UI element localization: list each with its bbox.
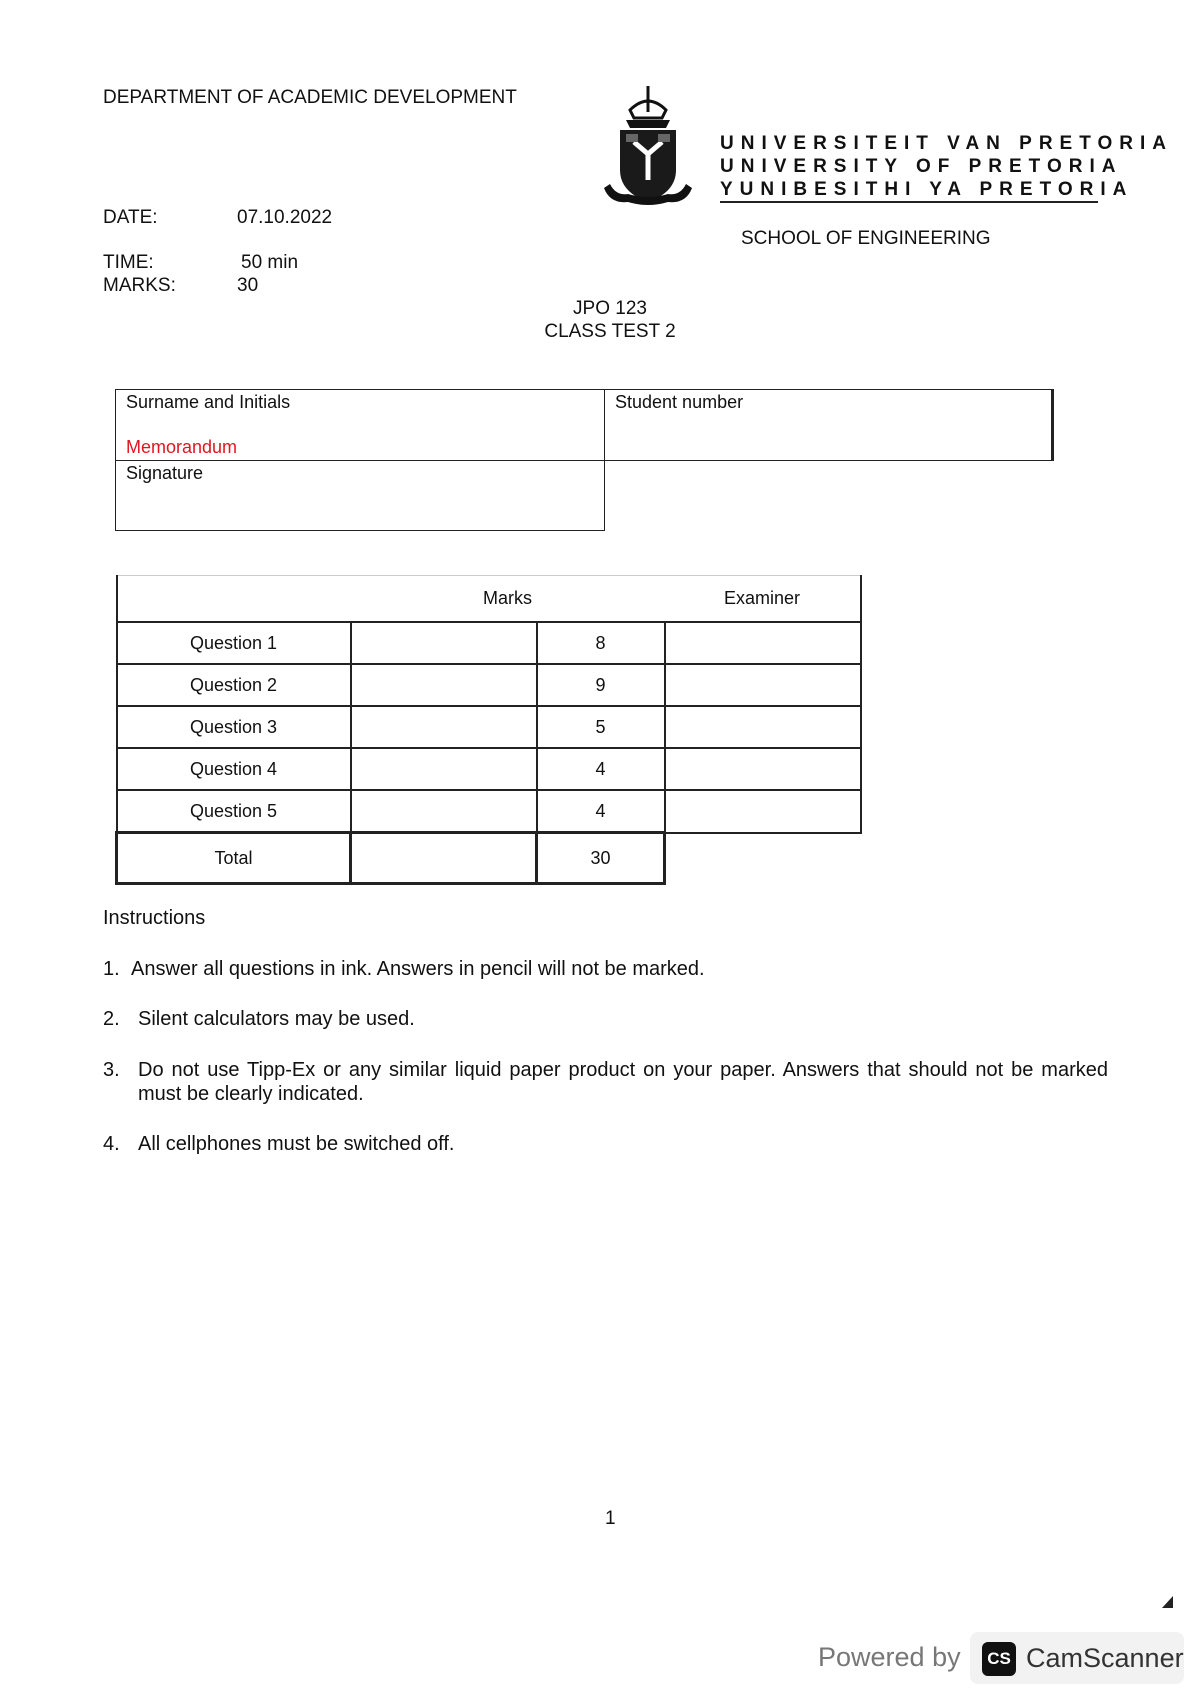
signature-label: Signature xyxy=(126,463,204,483)
page-number: 1 xyxy=(605,1508,616,1529)
university-name-sepedi: YUNIBESITHI YA PRETORIA xyxy=(720,179,1134,200)
surname-label: Surname and Initials xyxy=(126,392,291,412)
time-value: 50 min xyxy=(241,252,299,273)
marks-header: Marks xyxy=(351,576,665,623)
instruction-item xyxy=(103,957,1113,981)
camscanner-name: CamScanner xyxy=(1026,1643,1184,1673)
examiner-header: Examiner xyxy=(665,576,861,623)
instruction-text: Do not use Tipp-Ex or any similar liquid paper product on your paper. Answers that should not be marked must be clearly indicated. xyxy=(138,1059,1108,1105)
max-marks: 8 xyxy=(537,622,665,664)
table-row xyxy=(117,706,861,748)
instruction-number: 3. xyxy=(103,1059,120,1081)
student-number-cell[interactable] xyxy=(605,390,1053,461)
university-name-afrikaans: UNIVERSITEIT VAN PRETORIA xyxy=(720,133,1173,154)
instruction-text: Answer all questions in ink. Answers in pencil will not be marked. xyxy=(131,958,705,980)
school-name: SCHOOL OF ENGINEERING xyxy=(741,228,991,249)
total-label: Total xyxy=(117,833,351,884)
table-row xyxy=(117,664,861,706)
date-value: 07.10.2022 xyxy=(237,207,333,228)
marks-table xyxy=(115,575,862,885)
date-label: DATE: xyxy=(103,207,158,228)
table-row xyxy=(117,790,861,833)
examiner-cell[interactable] xyxy=(665,664,861,706)
question-label: Question 4 xyxy=(117,748,351,790)
surname-cell[interactable] xyxy=(116,390,605,461)
instruction-number: 2. xyxy=(103,1008,120,1030)
powered-by-text: Powered by xyxy=(818,1642,961,1672)
question-label: Question 2 xyxy=(117,664,351,706)
instruction-text: All cellphones must be switched off. xyxy=(138,1133,455,1155)
examiner-cell[interactable] xyxy=(665,748,861,790)
question-label: Question 3 xyxy=(117,706,351,748)
signature-cell[interactable] xyxy=(116,461,605,531)
total-row xyxy=(117,833,861,884)
marks-label: MARKS: xyxy=(103,275,176,296)
instruction-number: 4. xyxy=(103,1133,120,1155)
test-name: CLASS TEST 2 xyxy=(544,321,676,342)
student-number-label: Student number xyxy=(615,392,744,412)
total-score-cell[interactable] xyxy=(351,833,537,884)
department-title: DEPARTMENT OF ACADEMIC DEVELOPMENT xyxy=(103,87,517,108)
instruction-item xyxy=(103,1007,1113,1031)
question-label: Question 5 xyxy=(117,790,351,833)
student-info-box xyxy=(115,389,1054,531)
total-marks: 30 xyxy=(537,833,665,884)
max-marks: 4 xyxy=(537,790,665,833)
examiner-cell[interactable] xyxy=(665,706,861,748)
university-name-english: UNIVERSITY OF PRETORIA xyxy=(720,156,1123,177)
score-cell[interactable] xyxy=(351,664,537,706)
table-row xyxy=(117,748,861,790)
university-crest-icon xyxy=(600,84,696,216)
max-marks: 4 xyxy=(537,748,665,790)
score-cell[interactable] xyxy=(351,748,537,790)
max-marks: 5 xyxy=(537,706,665,748)
instructions-heading: Instructions xyxy=(103,907,206,929)
marks-value: 30 xyxy=(237,275,259,296)
camscanner-logo-icon: CS xyxy=(982,1642,1016,1676)
corner-arrow-icon xyxy=(1162,1596,1173,1608)
camscanner-badge[interactable] xyxy=(970,1632,1184,1684)
instruction-item xyxy=(103,1058,1113,1106)
score-cell[interactable] xyxy=(351,790,537,833)
course-code: JPO 123 xyxy=(573,298,647,319)
question-label: Question 1 xyxy=(117,622,351,664)
max-marks: 9 xyxy=(537,664,665,706)
university-underline xyxy=(720,201,1098,203)
marks-table-header xyxy=(117,576,861,623)
surname-value: Memorandum xyxy=(126,437,238,457)
university-name xyxy=(720,132,1173,201)
instruction-number: 1. xyxy=(103,958,120,980)
instruction-item xyxy=(103,1132,1113,1156)
score-cell[interactable] xyxy=(351,706,537,748)
examiner-cell[interactable] xyxy=(665,622,861,664)
score-cell[interactable] xyxy=(351,622,537,664)
table-row xyxy=(117,622,861,664)
time-label: TIME: xyxy=(103,252,154,273)
examiner-cell[interactable] xyxy=(665,790,861,833)
instruction-text: Silent calculators may be used. xyxy=(138,1008,415,1030)
course-heading xyxy=(540,297,680,343)
